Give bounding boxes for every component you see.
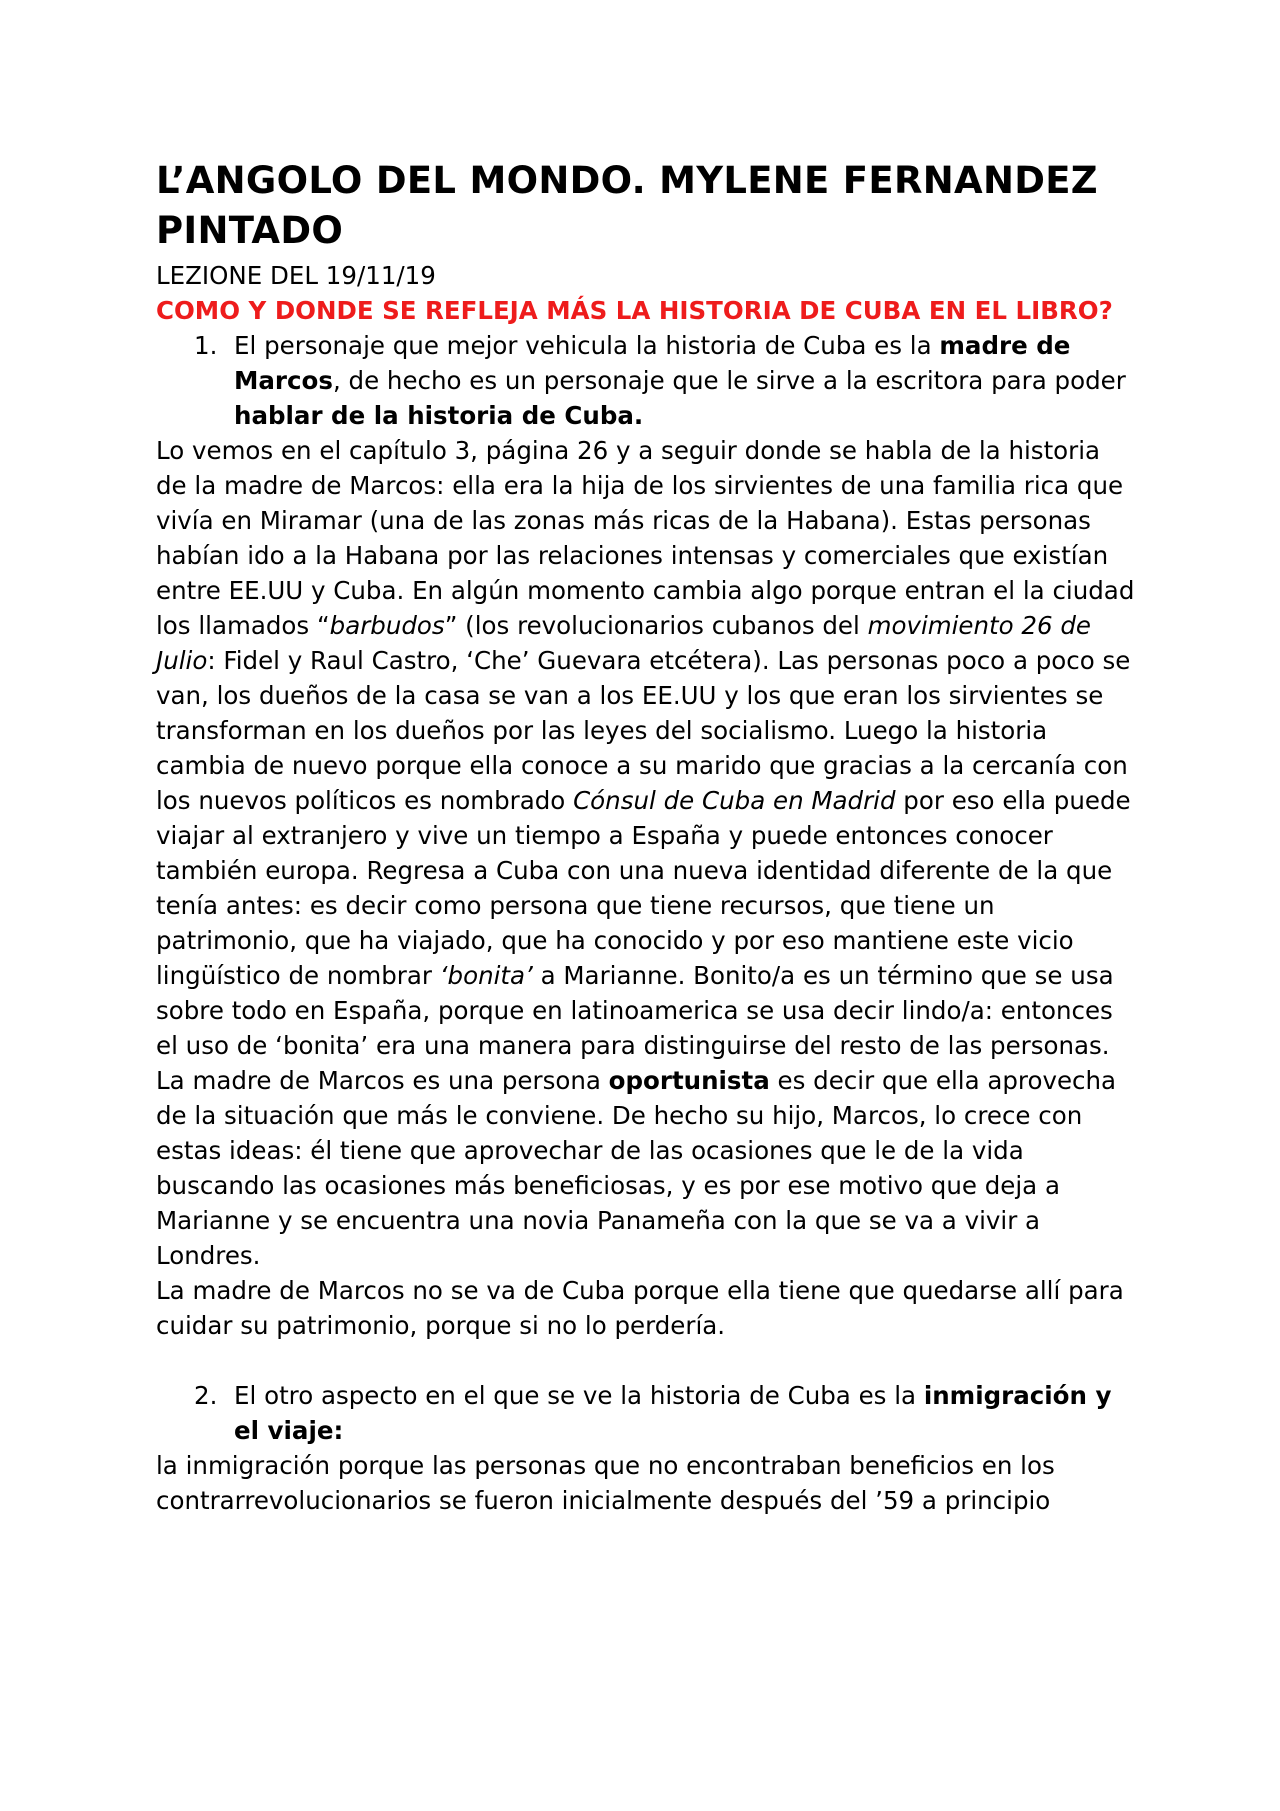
bold-phrase: inmigración y el viaje: xyxy=(234,1381,1112,1445)
paragraph-text: a Marianne. Bonito/a es un término que se usa sobre todo en España, porque en latinoamerica se usa decir lindo/a: entonces el uso de ‘bonita’ era una manera para distinguirse del resto de las personas. xyxy=(156,961,1114,1060)
bold-phrase: oportunista xyxy=(608,1066,770,1095)
document-title: L’ANGOLO DEL MONDO. MYLENE FERNANDEZ PINTADO xyxy=(156,159,1098,252)
body-paragraph-4: la inmigración porque las personas que no encontraban beneficios en los contrarrevolucionarios se fueron inicialmente después del ’59 a principio xyxy=(156,1451,1055,1515)
italic-term: movimiento 26 de Julio xyxy=(156,611,1092,675)
document-page xyxy=(156,156,1136,1518)
body-paragraph-1 xyxy=(156,433,1136,1063)
paragraph-spacer xyxy=(156,1343,1136,1378)
list-item-text: , de hecho es un personaje que le sirve a la escritora para poder xyxy=(332,366,1126,395)
list-number: 1. xyxy=(194,331,218,360)
bold-phrase: hablar de la historia de Cuba. xyxy=(234,401,644,430)
list-item-1 xyxy=(156,328,1136,433)
paragraph-text: Lo vemos en el capítulo 3, página 26 y a seguir donde se habla de la historia de la madre de Marcos: ella era la hija de los sirvientes de una familia rica que vivía en Miramar (una de las zonas más ricas de la Habana). Estas personas habían ido a la Habana por las relaciones intensas y comerciales que existían entre EE.UU y Cuba. En algún momento cambia algo porque entran el la ciudad los llamados “ xyxy=(156,436,1135,640)
paragraph-text: : Fidel y Raul Castro, ‘Che’ Guevara etcétera). Las personas poco a poco se van, los dueños de la casa se van a los EE.UU y los que eran los sirvientes se transforman en los dueños por las leyes del socialismo. Luego la historia cambia de nuevo porque ella conoce a su marido que gracias a la cercanía con los nuevos políticos es nombrado xyxy=(156,646,1131,815)
list-item-2 xyxy=(156,1378,1136,1448)
italic-term: barbudos xyxy=(329,611,445,640)
paragraph-text: La madre de Marcos es una persona xyxy=(156,1066,609,1095)
body-paragraph-2 xyxy=(156,1063,1136,1273)
paragraph-text: ” (los revolucionarios cubanos del xyxy=(444,611,868,640)
list-item-text: El otro aspecto en el que se ve la historia de Cuba es la xyxy=(234,1381,924,1410)
section-question: COMO Y DONDE SE REFLEJA MÁS LA HISTORIA DE CUBA EN EL LIBRO? xyxy=(156,296,1113,325)
body-paragraph-3: La madre de Marcos no se va de Cuba porque ella tiene que quedarse allí para cuidar su patrimonio, porque si no lo perdería. xyxy=(156,1276,1124,1340)
paragraph-text: es decir que ella aprovecha de la situación que más le conviene. De hecho su hijo, Marcos, lo crece con estas ideas: él tiene que aprovechar de las ocasiones que le de la vida buscando las ocasiones más beneficiosas, y es por ese motivo que deja a Marianne y se encuentra una novia Panameña con la que se va a vivir a Londres. xyxy=(156,1066,1117,1270)
list-number: 2. xyxy=(194,1381,218,1410)
lesson-date: LEZIONE DEL 19/11/19 xyxy=(156,261,436,290)
italic-term: Cónsul de Cuba en Madrid xyxy=(573,786,896,815)
paragraph-text: por eso ella puede viajar al extranjero y vive un tiempo a España y puede entonces conocer también europa. Regresa a Cuba con una nueva identidad diferente de la que tenía antes: es decir como persona que tiene recursos, que tiene un patrimonio, que ha viajado, que ha conocido y por eso mantiene este vicio lingüístico de nombrar xyxy=(156,786,1131,990)
bold-phrase: madre de Marcos xyxy=(234,331,1071,395)
italic-term: ‘bonita’ xyxy=(439,961,533,990)
list-item-text: El personaje que mejor vehicula la historia de Cuba es la xyxy=(234,331,940,360)
